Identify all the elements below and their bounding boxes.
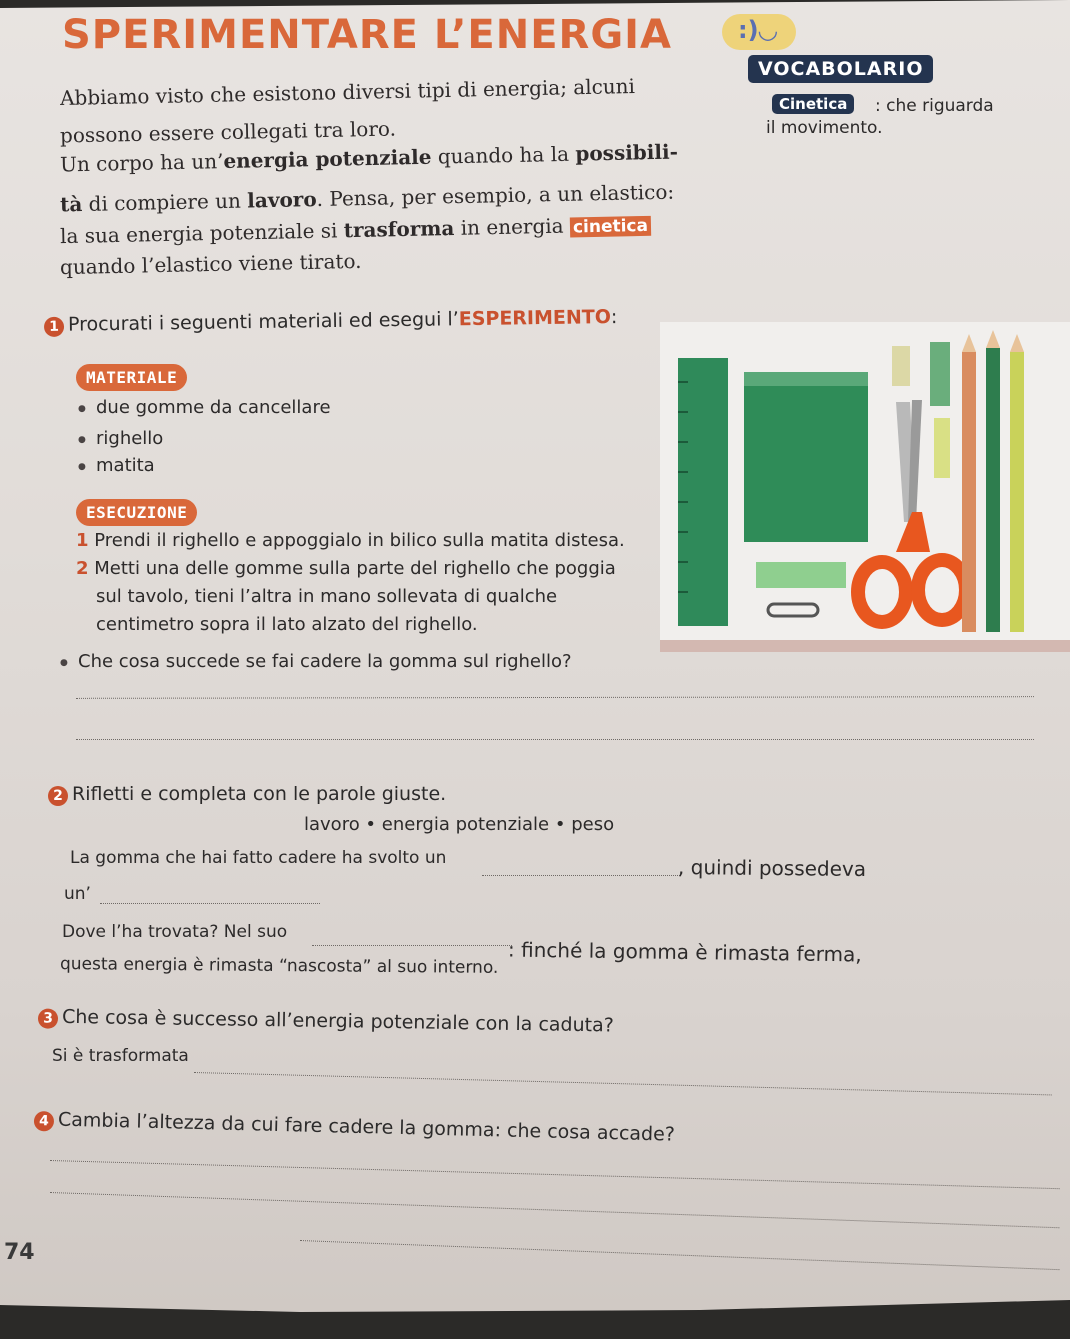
intro-text: la sua energia potenziale si: [59, 218, 345, 249]
term-energia-potenziale: energia potenziale: [223, 144, 432, 174]
exercise2-line2: un’: [64, 884, 91, 904]
step-2-line3: centimetro sopra il lato alzato del righello.: [96, 614, 478, 635]
intro-text: in energia: [454, 213, 571, 240]
step-2-number: 2: [76, 558, 89, 579]
intro-text: di compiere un: [82, 188, 248, 216]
blank-energia-potenziale[interactable]: [100, 903, 320, 904]
step-1: [76, 530, 625, 551]
material-item: ● matita: [96, 455, 155, 476]
term-possibilita: possibili-: [575, 139, 679, 166]
exercise1-title-text: Procurati i seguenti materiali ed esegui l’: [67, 308, 459, 336]
materiale-tag: MATERIALE: [76, 364, 187, 391]
exercise2-line1-start: La gomma che hai fatto cadere ha svolto un: [70, 848, 447, 868]
step-1-number: 1: [76, 530, 89, 551]
vocabolario-badge: VOCABOLARIO: [748, 55, 933, 83]
materials-photo: [660, 322, 1070, 652]
exercise2-line1-end: , quindi possedeva: [677, 855, 867, 881]
paperclip-image: [768, 604, 818, 616]
smiley-icon: :)◡: [722, 14, 796, 50]
exercise2-title-text: Rifletti e completa con le parole giuste.: [72, 783, 447, 805]
page-number: 74: [4, 1240, 35, 1265]
intro-line-2: possono essere collegati tra loro.: [59, 116, 397, 148]
photo-shadow: [660, 640, 1070, 652]
exercise3-title-text: Che cosa è successo all’energia potenziale con la caduta?: [61, 1005, 614, 1037]
exercise2-line4: questa energia è rimasta “nascosta” al suo interno.: [59, 954, 499, 978]
term-trasforma: trasforma: [343, 215, 455, 243]
exercise2-number: 2: [48, 786, 68, 806]
exercise3-prompt: Si è trasformata: [52, 1046, 189, 1066]
exercise1-title-colon: :: [610, 305, 618, 329]
intro-text: quando ha la: [431, 141, 576, 169]
term-cinetica: cinetica: [570, 216, 651, 238]
exercise1-number: 1: [44, 317, 64, 337]
ruler-image: [678, 358, 728, 626]
eraser-image: [756, 562, 846, 588]
step-2: [76, 558, 616, 579]
exercise4-title-text: Cambia l’altezza da cui fare cadere la gomma: che cosa accade?: [57, 1108, 676, 1146]
blank-peso[interactable]: [312, 945, 512, 946]
exercise4-number: 4: [34, 1111, 54, 1131]
exercise2-line3-start: Dove l’ha trovata? Nel suo: [62, 922, 288, 942]
vocabolario-definition-line2: il movimento.: [766, 118, 883, 138]
step-2-text: Metti una delle gomme sulla parte del righello che poggia: [94, 558, 616, 579]
intro-text: . Pensa, per esempio, a un elastico:: [316, 179, 675, 212]
intro-text: Un corpo ha un’: [59, 149, 224, 177]
term-possibilita-end: tà: [59, 191, 83, 217]
esecuzione-tag: ESECUZIONE: [76, 499, 197, 526]
intro-line-6: quando l’elastico viene tirato.: [59, 248, 362, 280]
step-1-text: Prendi il righello e appoggialo in bilico sulla matita distesa.: [94, 530, 625, 551]
material-item: ● righello: [96, 428, 163, 449]
term-lavoro: lavoro: [247, 187, 317, 213]
blank-lavoro[interactable]: [482, 875, 680, 876]
exercise2-line3-end: : finché la gomma è rimasta ferma,: [507, 937, 862, 967]
answer-line[interactable]: [76, 739, 1034, 740]
exercise2-title: [48, 783, 446, 806]
exercise1-question: ● Che cosa succede se fai cadere la gomma sul righello?: [78, 651, 572, 672]
step-2-line2: sul tavolo, tieni l’altra in mano sollevata di qualche: [96, 586, 558, 607]
vocabolario-term: Cinetica: [772, 94, 854, 114]
pencils-image: [962, 330, 1024, 632]
page-title: SPERIMENTARE L’ENERGIA: [62, 12, 673, 58]
vocabolario-definition-line1: : che riguarda: [875, 96, 994, 116]
intro-line-1: Abbiamo visto che esistono diversi tipi di energia; alcuni: [59, 73, 636, 111]
notebook-image: [744, 372, 868, 542]
exercise3-number: 3: [38, 1008, 58, 1028]
word-bank: lavoro • energia potenziale • peso: [304, 814, 615, 835]
esperimento-label: ESPERIMENTO: [458, 306, 612, 331]
material-item: ● due gomme da cancellare: [96, 397, 331, 418]
